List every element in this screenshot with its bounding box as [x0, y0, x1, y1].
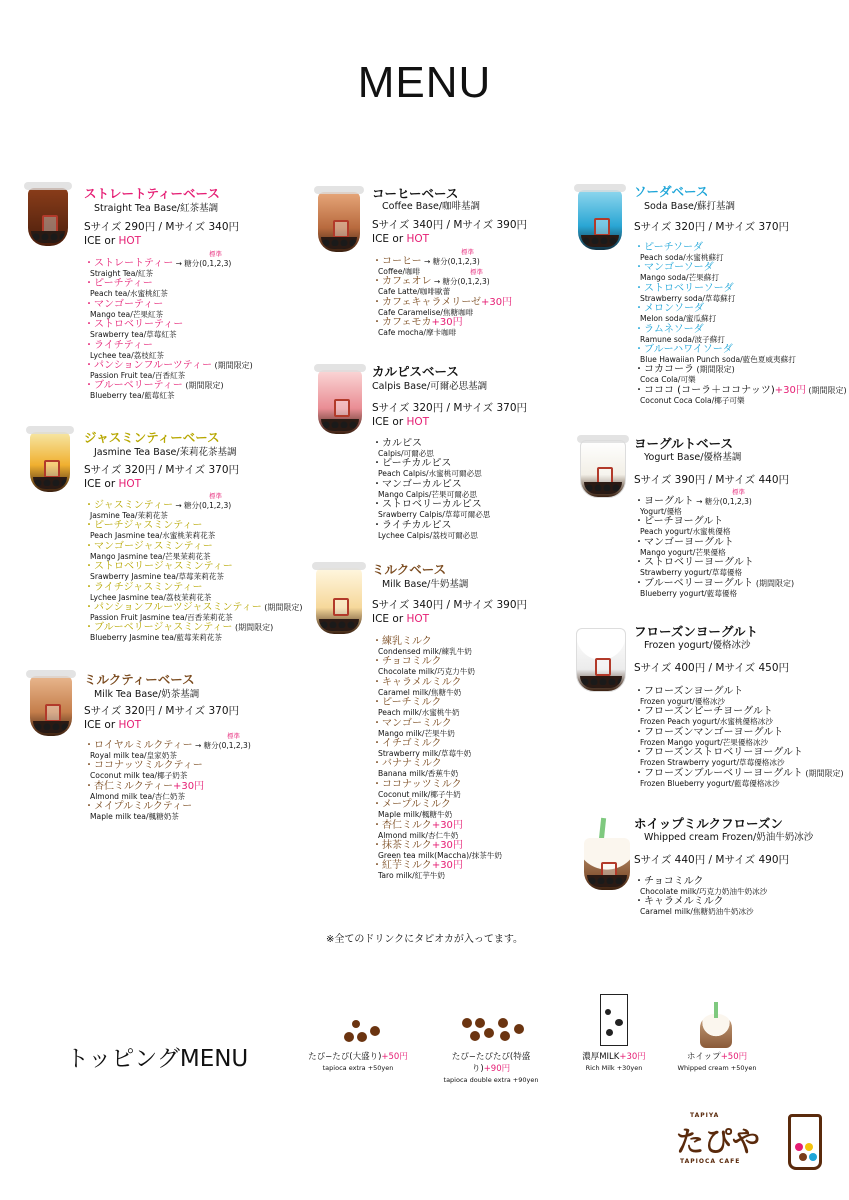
item-list [372, 248, 513, 338]
standard-sugar-label: 標準 [470, 268, 483, 277]
menu-item-name: ・キャラメルミルク [634, 896, 724, 908]
section-price: Sサイズ 320円 / Mサイズ 370円 ICE or HOT [372, 402, 528, 428]
menu-item-extra-price: +30円 [774, 384, 806, 396]
menu-item-name: ・パンションフルーツジャスミンティー [84, 601, 262, 613]
item-list [84, 492, 303, 643]
menu-item [634, 876, 767, 896]
menu-item-note: (期間限定) [261, 602, 303, 612]
standard-sugar-label: 標準 [209, 250, 222, 258]
menu-item-translation: Coca Cola/可樂 [640, 375, 696, 385]
menu-item-translation: Jasmine Tea/茉莉花茶 [90, 511, 168, 520]
toppings-title: トッピングMENU [66, 1046, 249, 1072]
menu-item-translation: Melon soda/蜜瓜蘇打 [640, 314, 717, 324]
menu-item-translation: Passion Fruit Jasmine tea/百香茉莉花茶 [90, 612, 233, 622]
menu-item-translation: Straight Tea/紅茶 [90, 269, 154, 278]
menu-item-translation: Ramune soda/波子蘇打 [640, 334, 725, 344]
menu-item-name: ・ブルーハワイソーダ [634, 343, 733, 355]
menu-item-name: ・コカコーラ [634, 364, 694, 376]
menu-item-translation: Mango soda/芒果蘇打 [640, 273, 719, 283]
menu-item-translation: Blue Hawaiian Punch soda/藍色夏威夷蘇打 [640, 354, 796, 364]
menu-item [634, 385, 847, 405]
menu-item-extra-price: +30円 [431, 860, 463, 872]
standard-sugar-label: 標準 [227, 732, 240, 740]
menu-item-name: ・ヨーグルト [634, 496, 694, 507]
menu-item [372, 636, 502, 656]
menu-item-translation: Coffee/咖啡 [378, 267, 421, 276]
menu-item-translation: Caramel milk/焦糖奶油牛奶冰沙 [640, 907, 754, 917]
menu-item [84, 561, 303, 581]
menu-item-name: ・マンゴーカルピス [372, 478, 462, 490]
menu-item [634, 768, 844, 788]
menu-item-name: ・チョコミルク [372, 656, 442, 668]
section-heading: カルピスベース [372, 364, 459, 379]
soda-cup-image [578, 190, 622, 250]
menu-item-name: ・パンションフルーツティー [84, 359, 212, 371]
calpis-cup-image [318, 370, 362, 434]
logo-cup-icon [788, 1114, 822, 1170]
menu-item-name: ・メープルミルク [372, 799, 451, 811]
section-price: Sサイズ 340円 / Mサイズ 390円 ICE or HOT [372, 599, 528, 625]
menu-item-translation: Blueberry tea/藍莓紅茶 [90, 391, 175, 401]
menu-item-translation: Royal milk tea/皇家奶茶 [90, 751, 177, 760]
menu-item-translation: Passion Fruit tea/百香紅茶 [90, 370, 186, 380]
menu-item [372, 438, 490, 458]
menu-item-translation: Frozen Strawberry yogurt/草莓優格冰沙 [640, 758, 785, 768]
standard-sugar-label: 標準 [209, 492, 222, 500]
menu-item-name: ・ライチカルピス [372, 519, 452, 531]
menu-item [634, 283, 847, 303]
menu-item [84, 732, 251, 760]
menu-item-extra-price: +30円 [431, 839, 463, 851]
menu-item-translation: Frozen Peach yogurt/水蜜桃優格冰沙 [640, 717, 773, 727]
menu-item-translation: Frozen yogurt/優格冰沙 [640, 697, 726, 706]
menu-item-translation: Peach soda/水蜜桃蘇打 [640, 253, 724, 262]
topping-item: ホイップ+50円 Whipped cream +50yen [677, 1052, 757, 1072]
menu-item-translation: Strawberry yogurt/草莓優格 [640, 568, 743, 578]
menu-item-note: → 糖分(0,1,2,3) [173, 259, 232, 268]
menu-item-name: ・ロイヤルミルクティー [84, 740, 193, 751]
menu-item-name: ・チョコミルク [634, 876, 704, 887]
straw-icon [599, 818, 606, 840]
menu-item-translation: Calpis/可爾必思 [378, 449, 434, 458]
section-subheading: Calpis Base/可爾必思基調 [372, 381, 488, 392]
tapioca-note: ※全てのドリンクにタピオカが入ってます。 [325, 934, 524, 945]
menu-item-name: ・バナナミルク [372, 758, 442, 770]
section-heading: ストレートティーベース [84, 186, 220, 201]
brand-logo: TAPIYA たぴや TAPIOCA CAFE [676, 1112, 826, 1174]
menu-item-translation: Lychee Calpis/荔枝可爾必思 [378, 530, 478, 540]
menu-item-name: ・キャラメルミルク [372, 676, 462, 688]
menu-item [84, 622, 303, 642]
menu-item-name: ・ストロベリージャスミンティー [84, 561, 233, 573]
menu-item [634, 686, 844, 706]
menu-item [634, 727, 844, 747]
menu-item [634, 706, 844, 726]
section-price: Sサイズ 390円 / Mサイズ 440円 [634, 474, 790, 486]
menu-item-note: → 糖分(0,1,2,3) [192, 741, 251, 750]
menu-item-translation: Cafe Caramelise/焦糖咖啡 [378, 307, 474, 317]
section-subheading: Jasmine Tea Base/茉莉花茶基調 [94, 447, 237, 458]
menu-item [372, 758, 502, 778]
menu-item [372, 520, 490, 540]
menu-item-translation: Mango Calpis/芒果可爾必思 [378, 489, 477, 499]
menu-item-translation: Banana milk/香蕉牛奶 [378, 769, 459, 779]
menu-item-name: ・カルピス [372, 438, 422, 449]
section-heading: ホイップミルクフローズン [634, 816, 783, 831]
menu-item [634, 364, 847, 384]
menu-item-name: ・マンゴージャスミンティー [84, 540, 213, 552]
menu-item-extra-price: +30円 [431, 317, 463, 329]
menu-item [634, 303, 847, 323]
menu-item [84, 541, 303, 561]
menu-item-name: ・フローズンブルーベリーヨーグルト [634, 767, 803, 779]
menu-item-name: ・コーヒー [372, 256, 422, 267]
menu-item-translation: Maple milk tea/楓糖奶茶 [90, 812, 179, 822]
menu-item [634, 516, 794, 536]
menu-item-name: ・ライチジャスミンティー [84, 581, 203, 593]
section-price: Sサイズ 320円 / Mサイズ 370円 ICE or HOT [84, 705, 240, 731]
menu-item-name: ・フローズンヨーグルト [634, 686, 744, 697]
section-subheading: Milk Base/牛奶基調 [382, 579, 469, 590]
menu-item-note: (期間限定) [232, 623, 274, 633]
menu-item-translation: Coconut milk tea/椰子奶茶 [90, 771, 188, 781]
menu-item [372, 820, 502, 840]
item-list [84, 250, 253, 401]
menu-item [372, 677, 502, 697]
menu-item-name: ・カフェモカ [372, 317, 432, 329]
menu-item-name: ・ラムネソーダ [634, 323, 704, 335]
menu-item [634, 324, 847, 344]
section-heading: ソーダベース [634, 184, 709, 199]
menu-item [372, 458, 490, 478]
menu-item-name: ・ストロベリーソーダ [634, 282, 734, 294]
menu-item-translation: Cafe mocha/摩卡咖啡 [378, 328, 457, 338]
menu-item [84, 360, 253, 380]
section-price: Sサイズ 320円 / Mサイズ 370円 ICE or HOT [84, 464, 240, 490]
menu-item-name: ・メロンソーダ [634, 303, 704, 315]
section-subheading: Coffee Base/咖啡基調 [382, 201, 481, 212]
menu-item-translation: Taro milk/紅芋牛奶 [378, 871, 445, 881]
menu-item-translation: Almond milk/杏仁牛奶 [378, 830, 459, 840]
menu-item [634, 747, 844, 767]
menu-item-translation: Lychee tea/荔枝紅茶 [90, 350, 165, 360]
menu-item-name: ・カフェオレ [372, 276, 432, 288]
menu-item-translation: Strawberry milk/草莓牛奶 [378, 748, 472, 758]
menu-item-translation: Mango tea/芒果紅茶 [90, 309, 164, 319]
menu-item [84, 250, 253, 278]
menu-item-note: → 糖分(0,1,2,3) [173, 501, 232, 510]
menu-item-translation: Chocolate milk/巧克力奶油牛奶冰沙 [640, 887, 768, 896]
menu-item-name: ・マンゴーティー [84, 298, 164, 310]
menu-item [84, 781, 251, 801]
menu-item-translation: Lychee Jasmine tea/荔枝茉莉花茶 [90, 592, 212, 602]
menu-item-translation: Srawberry Calpis/草莓可爾必思 [378, 510, 491, 520]
section-heading: コーヒーベース [372, 186, 459, 201]
menu-item [372, 499, 490, 519]
menu-item-translation: Coconut Coca Cola/椰子可樂 [640, 395, 745, 405]
menu-item-name: ・ストロベリーヨーグルト [634, 557, 754, 569]
menu-item-name: ・杏仁ミルク [372, 819, 432, 831]
menu-item-extra-price: +30円 [481, 296, 513, 308]
menu-item [634, 537, 794, 557]
milk-carton-icon [600, 994, 628, 1046]
menu-item-name: ・ライチティー [84, 339, 153, 351]
topping-item: 濃厚MILK+30円 Rich Milk +30yen [582, 1052, 646, 1072]
menu-item-note: (期間限定) [805, 385, 847, 395]
menu-item-name: ・ココナッツミルク [372, 778, 462, 790]
menu-item-name: ・マンゴーソーダ [634, 262, 714, 274]
menu-item-translation: Maple milk/楓糖牛奶 [378, 810, 453, 820]
menu-item [634, 488, 794, 516]
menu-item-note: → 糖分(0,1,2,3) [431, 277, 490, 287]
menu-item-translation: Coconut milk/椰子牛奶 [378, 789, 461, 799]
menu-item [634, 344, 847, 364]
item-list [634, 876, 767, 917]
menu-item-name: ・ジャスミンティー [84, 500, 173, 511]
page-title: MENU [357, 58, 492, 107]
menu-item-name: ・ピーチティー [84, 278, 153, 290]
section-price: Sサイズ 440円 / Mサイズ 490円 [634, 854, 790, 866]
menu-item-name: ・フローズンマンゴーヨーグルト [634, 726, 784, 738]
menu-item [634, 896, 767, 916]
whipped-frozen-cup-image [584, 838, 630, 890]
menu-item-translation: Blueberry Jasmine tea/藍莓茉莉花茶 [90, 633, 222, 643]
menu-item-name: ・抹茶ミルク [372, 839, 432, 851]
menu-item [84, 319, 253, 339]
menu-item-name: ・ピーチミルク [372, 697, 442, 709]
jasmine-tea-cup-image [30, 432, 70, 492]
straight-tea-cup-image [28, 188, 68, 246]
menu-item-translation: Frozen Mango yogurt/芒果優格冰沙 [640, 737, 769, 747]
menu-item-translation: Mango yogurt/芒果優格 [640, 547, 726, 557]
menu-item-note: (期間限定) [211, 360, 253, 370]
menu-item [372, 479, 490, 499]
menu-item-note: (期間限定) [694, 365, 735, 375]
menu-item-name: ・コココ (コーラ＋ココナッツ) [634, 384, 775, 396]
menu-item-note: (期間限定) [753, 578, 795, 588]
menu-item-name: ・カフェキャラメリーゼ [372, 296, 481, 308]
menu-item-name: ・マンゴーミルク [372, 717, 452, 729]
straw-icon [714, 1002, 718, 1018]
section-subheading: Milk Tea Base/奶茶基調 [94, 689, 200, 700]
topping-item: たぴ−たぴたぴ(特盛り)+90円 tapioca double extra +90yen [443, 1052, 539, 1084]
menu-item-name: ・ストロベリーティー [84, 319, 184, 331]
menu-item-name: ・ブルーベリーヨーグルト [634, 577, 754, 589]
item-list [634, 488, 795, 598]
menu-item-name: ・練乳ミルク [372, 636, 432, 647]
menu-item-name: ・ピーチカルピス [372, 458, 452, 470]
menu-item [372, 738, 502, 758]
menu-item-translation: Condensed milk/練乳牛奶 [378, 647, 472, 656]
menu-item-note: (期間限定) [182, 381, 224, 391]
section-subheading: Whipped cream Frozen/奶油牛奶冰沙 [644, 832, 814, 843]
menu-item-translation: Mango milk/芒果牛奶 [378, 728, 455, 738]
coffee-cup-image [318, 192, 360, 252]
section-price: Sサイズ 320円 / Mサイズ 370円 [634, 221, 790, 233]
menu-item [84, 492, 303, 520]
menu-item [634, 262, 847, 282]
section-heading: ミルクティーベース [84, 672, 195, 687]
menu-item-translation: Chocolate milk/巧克力牛奶 [378, 667, 475, 677]
menu-item-name: ・ブルーベリーティー [84, 380, 183, 392]
menu-item-translation: Cafe Latte/咖啡歐蕾 [378, 287, 451, 297]
item-list [372, 636, 502, 881]
menu-item-translation: Peach Calpis/水蜜桃可爾必思 [378, 469, 482, 479]
menu-item-name: ・ピーチソーダ [634, 242, 703, 253]
section-subheading: Soda Base/蘇打基調 [644, 201, 736, 212]
menu-item-translation: Caramel milk/焦糖牛奶 [378, 687, 462, 697]
menu-item-translation: Srawberry tea/草莓紅茶 [90, 330, 177, 340]
menu-item [372, 656, 502, 676]
menu-item-name: ・フローズンピーチヨーグルト [634, 706, 773, 718]
menu-item-name: ・ブルーベリージャスミンティー [84, 622, 233, 634]
menu-item [372, 697, 502, 717]
section-price: Sサイズ 400円 / Mサイズ 450円 [634, 662, 790, 674]
menu-item-translation: Peach Jasmine tea/水蜜桃茉莉花茶 [90, 531, 216, 541]
menu-item [634, 557, 794, 577]
milk-tea-cup-image [30, 676, 72, 736]
menu-item-name: ・イチゴミルク [372, 737, 442, 749]
menu-item-note: → 糖分(0,1,2,3) [693, 497, 752, 506]
menu-item-translation: Blueberry yogurt/藍莓優格 [640, 588, 738, 598]
milk-cup-image [316, 568, 362, 634]
menu-item-translation: Almond milk tea/杏仁奶茶 [90, 791, 186, 801]
item-list [634, 686, 844, 788]
menu-item [634, 578, 794, 598]
frozen-yogurt-cup-image [576, 628, 626, 692]
menu-item [84, 760, 251, 780]
section-heading: ミルクベース [372, 562, 447, 577]
section-heading: ヨーグルトベース [634, 436, 734, 451]
section-heading: フローズンヨーグルト [634, 624, 759, 639]
menu-item-note: → 糖分(0,1,2,3) [421, 257, 480, 266]
menu-item-translation: Peach yogurt/水蜜桃優格 [640, 527, 731, 537]
item-list [84, 732, 251, 822]
menu-item-name: ・ストロベリーカルピス [372, 499, 482, 511]
section-heading: ジャスミンティーベース [84, 430, 220, 445]
menu-item-name: ・マンゴーヨーグルト [634, 536, 734, 548]
menu-item-translation: Yogurt/優格 [640, 507, 682, 516]
menu-item [84, 520, 303, 540]
standard-sugar-label: 標準 [732, 488, 745, 496]
item-list [372, 438, 490, 540]
menu-item [84, 801, 251, 821]
section-subheading: Straight Tea Base/紅茶基調 [94, 203, 219, 214]
menu-item-name: ・ピーチジャスミンティー [84, 520, 203, 532]
menu-item-translation: Green tea milk(Maccha)/抹茶牛奶 [378, 850, 503, 860]
menu-item-extra-price: +30円 [173, 780, 205, 792]
menu-item-translation: Peach tea/水蜜桃紅茶 [90, 289, 168, 299]
menu-item [84, 380, 253, 400]
menu-item-name: ・メイプルミルクティー [84, 801, 193, 813]
menu-item-name: ・杏仁ミルクティー [84, 780, 173, 792]
standard-sugar-label: 標準 [461, 248, 474, 256]
menu-item [84, 278, 253, 298]
menu-item-name: ・ココナッツミルクティー [84, 760, 203, 772]
menu-item [372, 779, 502, 799]
menu-item-translation: Srawberry Jasmine tea/草莓茉莉花茶 [90, 572, 224, 582]
menu-item [372, 840, 502, 860]
menu-item [634, 242, 847, 262]
yogurt-cup-image [580, 440, 626, 498]
menu-item-translation: Peach milk/水蜜桃牛奶 [378, 708, 460, 718]
menu-item [84, 340, 253, 360]
menu-item [372, 799, 502, 819]
menu-item-translation: Frozen Blueberry yogurt/藍莓優格冰沙 [640, 778, 780, 788]
menu-item [372, 718, 502, 738]
item-list [634, 242, 847, 405]
whipped-cream-cup-icon [700, 1014, 732, 1048]
section-price: Sサイズ 340円 / Mサイズ 390円 ICE or HOT [372, 219, 528, 245]
menu-item [372, 297, 512, 317]
menu-item-note: (期間限定) [802, 768, 844, 778]
menu-item [84, 602, 303, 622]
menu-item-extra-price: +30円 [431, 819, 463, 831]
menu-item-name: ・紅芋ミルク [372, 860, 432, 872]
section-subheading: Yogurt Base/優格基調 [644, 452, 742, 463]
menu-item-name: ・ピーチヨーグルト [634, 516, 724, 528]
menu-item-name: ・フローズンストロベリーヨーグルト [634, 747, 803, 759]
section-price: Sサイズ 290円 / Mサイズ 340円 ICE or HOT [84, 221, 240, 247]
menu-item-translation: Mango Jasmine tea/芒果茉莉花茶 [90, 551, 211, 561]
menu-item [372, 248, 512, 276]
menu-item [372, 317, 512, 337]
menu-item-translation: Strawberry soda/草莓蘇打 [640, 293, 736, 303]
menu-item-name: ・ストレートティー [84, 258, 174, 269]
topping-item: たぴ−たぴ(大盛り)+50円 tapioca extra +50yen [308, 1052, 408, 1072]
section-subheading: Frozen yogurt/優格冰沙 [644, 640, 751, 651]
menu-item [84, 582, 303, 602]
menu-item [84, 299, 253, 319]
menu-item [372, 860, 502, 880]
